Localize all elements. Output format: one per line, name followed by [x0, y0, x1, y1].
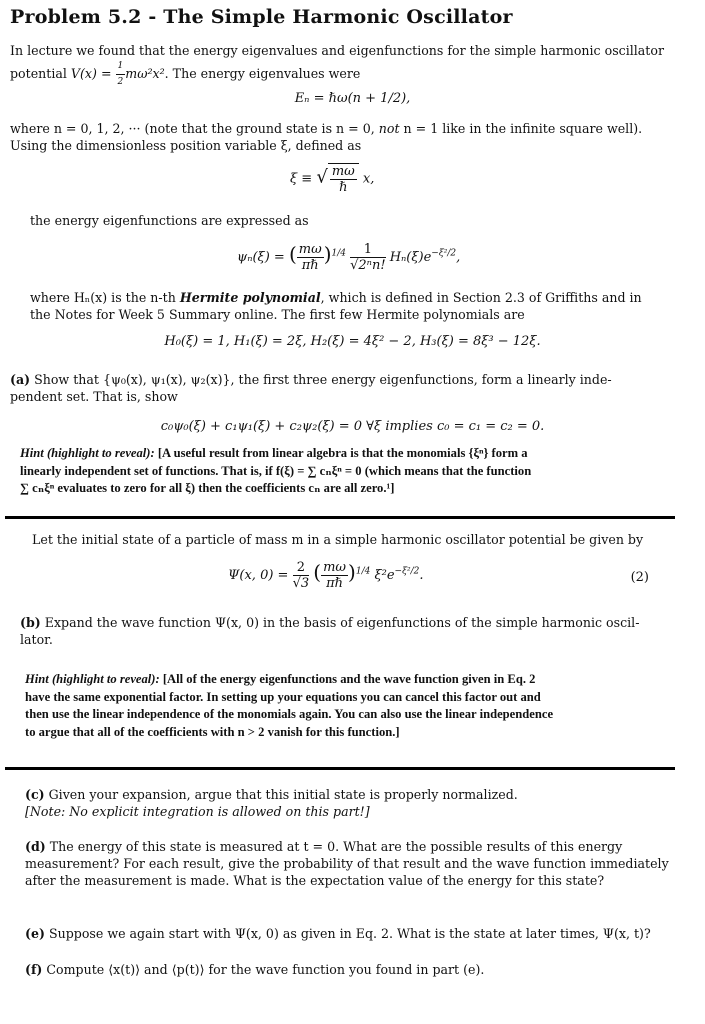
one-half-fraction: $\frac{1}{2}$	[117, 61, 124, 87]
hint-1[interactable]: Hint (highlight to reveal): [A useful result from linear algebra is that the monomials {ξⁿ} form a linearly independent set of functions. That is, if f(ξ) = ∑ cₙξⁿ = 0 (which means that the function ∑ cₙξⁿ evaluates to zero for all ξ) then the coefficients cₙ are all zero.¹]	[20, 446, 532, 495]
part-d-label: (d)	[25, 839, 46, 854]
initial-wavefunction-equation: Ψ(x, 0) = $\frac{2}{√3}$ ( $\frac{m\omega}{\text{πℏ}}$ )$^{1/4}$ $\xi^2e^{-\xi^2/2}$.	[228, 560, 424, 591]
xi-definition-equation: ξ ≡ √ $\frac{m\omega}{\text{ℏ}}$ x,	[290, 164, 375, 195]
hint-2[interactable]: Hint (highlight to reveal): [All of the energy eigenfunctions and the wave function given in Eq. 2 have the same exponential factor. In setting up your equations you can cancel this factor out and then use the linear independence of the monomials again. You can also use the linear independence to argue that all of the coefficients with n > 2 vanish for this function.]	[25, 672, 554, 739]
equation-number-2: (2)	[630, 570, 649, 585]
section-divider-1	[5, 516, 675, 519]
part-c-label: (c)	[25, 787, 45, 802]
hermite-polynomial-term: Hermite polynomial	[179, 290, 321, 305]
part-f-label: (f)	[25, 962, 43, 977]
eigenfunction-intro: the energy eigenfunctions are expressed as	[30, 213, 309, 228]
part-b-label: (b)	[20, 615, 41, 630]
part-e-label: (e)	[25, 926, 45, 941]
intro-paragraph	[10, 42, 670, 90]
initial-state-text: Let the initial state of a particle of mass m in a simple harmonic oscillator potential be given by	[32, 532, 644, 547]
ground-state-note: where n = 0, 1, 2, ··· (note that the ground state is n = 0, not n = 1 like in the infinite square well). Using the dimensionless position variable ξ, defined as	[10, 121, 643, 153]
intro-line-1: In lecture we found that the energy eigenvalues and eigenfunctions for the simple harmonic oscillator	[10, 43, 664, 58]
part-a-label: (a)	[10, 372, 31, 387]
page-title: Problem 5.2 - The Simple Harmonic Oscillator	[10, 6, 513, 28]
part-c: (c) Given your expansion, argue that this initial state is properly normalized. [Note: No explicit integration is allowed on this part!]	[25, 787, 518, 819]
potential-formula: V(x) =	[70, 66, 116, 81]
part-f: (f) Compute ⟨x(t)⟩ and ⟨p(t)⟩ for the wave function you found in part (e).	[25, 962, 485, 977]
part-d: (d) The energy of this state is measured at t = 0. What are the possible results of this energy measurement? For each result, give the probability of that result and the wave function immediately after the measurement is made. What is the expectation value of the energy for this state?	[25, 839, 669, 888]
linear-independence-equation: c₀ψ₀(ξ) + c₁ψ₁(ξ) + c₂ψ₂(ξ) = 0 ∀ξ implies c₀ = c₁ = c₂ = 0.	[160, 419, 545, 434]
energy-eigenvalue-equation: Eₙ = ℏω(n + 1/2),	[294, 91, 411, 106]
part-b: (b) Expand the wave function Ψ(x, 0) in the basis of eigenfunctions of the simple harmonic oscil- lator.	[20, 615, 640, 647]
hint-2-label: Hint (highlight to reveal):	[25, 672, 160, 686]
hermite-paragraph: where Hₙ(x) is the n-th Hermite polynomial, which is defined in Section 2.3 of Griffiths and in the Notes for Week 5 Summary online. The first few Hermite polynomials are	[30, 290, 642, 322]
section-divider-2	[5, 767, 675, 770]
intro-line-2: potential V(x) = $\frac{1}{2}$ mω²x². The energy eigenvalues were	[10, 59, 670, 90]
eigenfunction-equation: ψₙ(ξ) = ( $\frac{m\omega}{\text{πℏ}}$ )$^{1/4}$ $\frac{1}{\text{√2ⁿn!}}$ $H_n(\xi)e^{-\xi^2/2}$,	[237, 242, 461, 273]
part-a: (a) Show that {ψ₀(x), ψ₁(x), ψ₂(x)}, the first three energy eigenfunctions, form a linearly inde- pendent set. That is, show	[10, 372, 612, 404]
part-e: (e) Suppose we again start with Ψ(x, 0) as given in Eq. 2. What is the state at later times, Ψ(x, t)?	[25, 926, 651, 941]
hint-1-label: Hint (highlight to reveal):	[20, 446, 155, 460]
hermite-polynomials-equation: H₀(ξ) = 1, H₁(ξ) = 2ξ, H₂(ξ) = 4ξ² − 2, H₃(ξ) = 8ξ³ − 12ξ.	[164, 334, 541, 349]
